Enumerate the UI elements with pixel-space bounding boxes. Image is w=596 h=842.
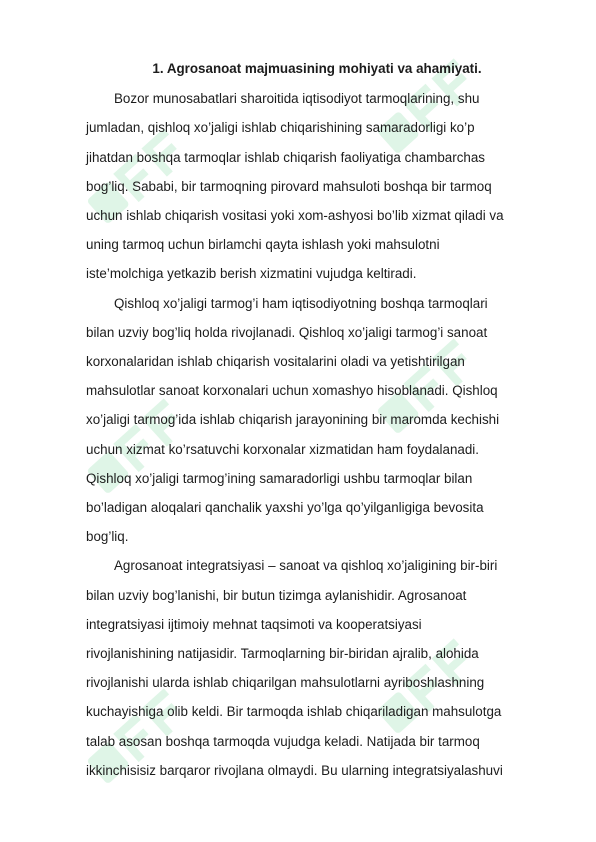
text-line: xo’jaligi tarmog’ida ishlab chiqarish jarayonining bir maromda kechishi [86, 412, 500, 428]
text-line: uchun xizmat ko’rsatuvchi korxonalar xizmatidan ham foydalanadi. [86, 441, 479, 457]
text-line: bog’liq. [86, 529, 129, 545]
paragraph-3 [86, 551, 526, 785]
text-line: uning tarmoq uchun birlamchi qayta ishlash yoki mahsulotni [86, 237, 440, 253]
text-line: bog’liq. Sababi, bir tarmoqning pirovard mahsuloti boshqa bir tarmoq [86, 178, 492, 194]
text-line: bilan uzviy bog’liq holda rivojlanadi. Qishloq xo’jaligi tarmog’i sanoat [86, 324, 488, 340]
text-line: kuchayishiga olib keldi. Bir tarmoqda ishlab chiqariladigan mahsulotga [86, 704, 502, 720]
text-line: Qishloq xo’jaligi tarmog’i ham iqtisodiyotning boshqa tarmoqlari [114, 295, 488, 311]
paragraph-1 [86, 84, 526, 288]
text-line: integratsiyasi ijtimoiy mehnat taqsimoti va kooperatsiyasi [86, 616, 422, 632]
text-line: bo’ladigan aloqalari qanchalik yaxshi yo’lga qo’yilganligiga bevosita [86, 500, 484, 516]
text-line: korxonalaridan ishlab chiqarish vositalarini oladi va yetishtirilgan [86, 354, 465, 370]
text-line: rivojlanishining natijasidir. Tarmoqlarning bir-biridan ajralib, alohida [86, 646, 479, 662]
document-title: 1. Agrosanoat majmuasining mohiyati va ahamiyati. [152, 61, 482, 76]
document-body [86, 54, 526, 785]
paragraph-2 [86, 289, 526, 552]
text-line: iste’molchiga yetkazib berish xizmatini vujudga keltiradi. [86, 266, 417, 282]
text-line: uchun ishlab chiqarish vositasi yoki xom-ashyosi bo’lib xizmat qiladi va [86, 208, 504, 224]
text-line: ikkinchisisiz barqaror rivojlana olmaydi. Bu ularning integratsiyalashuvi [86, 762, 503, 778]
text-line: Bozor munosabatlari sharoitida iqtisodiyot tarmoqlarining, shu [114, 91, 480, 107]
text-line: Qishloq xo’jaligi tarmog’ining samaradorligi ushbu tarmoqlar bilan [86, 470, 473, 486]
text-line: mahsulotlar sanoat korxonalari uchun xomashyo hisoblanadi. Qishloq [86, 383, 498, 399]
text-line: Agrosanoat integratsiyasi – sanoat va qishloq xo’jaligining bir-biri [114, 558, 498, 574]
text-line: rivojlanishi ularda ishlab chiqarilgan mahsulotlarni ayriboshlashning [86, 675, 485, 691]
text-line: talab asosan boshqa tarmoqda vujudga keladi. Natijada bir tarmoq [86, 733, 480, 749]
text-line: bilan uzviy bog’lanishi, bir butun tizimga aylanishidir. Agrosanoat [86, 587, 467, 603]
text-line: jihatdan boshqa tarmoqlar ishlab chiqarish faoliyatiga chambarchas [86, 149, 485, 165]
text-line: jumladan, qishloq xo’jaligi ishlab chiqarishining samaradorligi ko’p [86, 120, 475, 136]
